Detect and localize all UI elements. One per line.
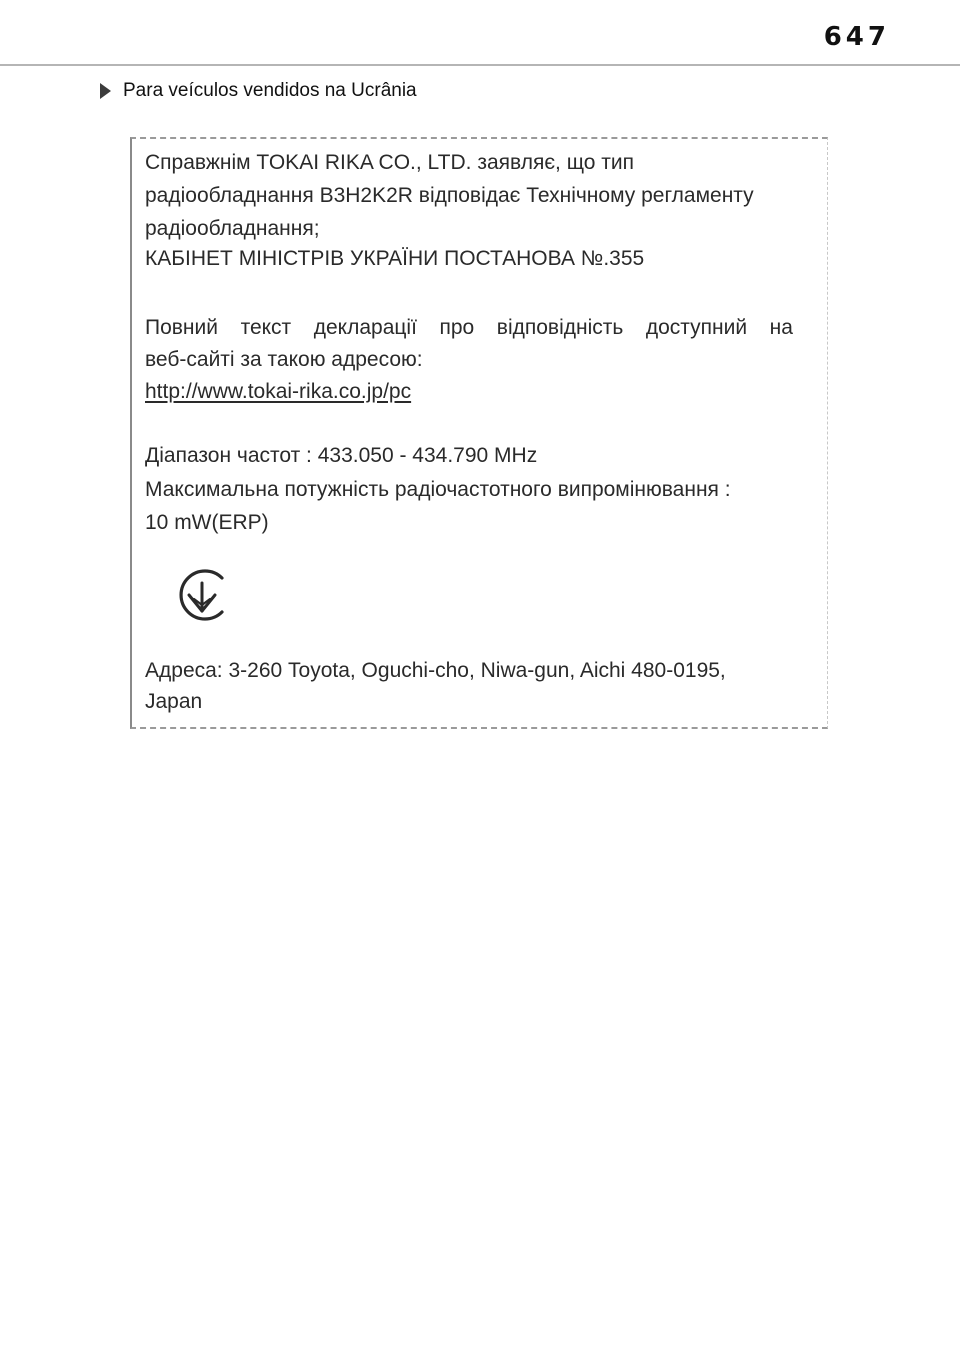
- declaration-line-2: радіообладнання B3H2K2R відповідає Технічному регламенту: [145, 184, 754, 207]
- max-power-value: 10 mW(ERP): [145, 511, 269, 534]
- declaration-line-1: Справжнім TOKAI RIKA CO., LTD. заявляє, що тип: [145, 151, 634, 174]
- full-text-word: на: [769, 316, 793, 339]
- page-number: 647: [823, 22, 890, 52]
- full-text-word: текст: [240, 316, 292, 339]
- section-heading-text: Para veículos vendidos na Ucrânia: [123, 80, 417, 101]
- declaration-url: http://www.tokai-rika.co.jp/pc: [145, 380, 412, 403]
- full-text-word: декларації: [313, 316, 417, 339]
- full-text-line-2: веб-сайті за такою адресою:: [145, 348, 423, 371]
- full-text-line-1: [145, 317, 793, 338]
- declaration-line-3: радіообладнання;: [145, 217, 320, 240]
- header-rule: [0, 64, 960, 66]
- section-heading: [100, 80, 417, 102]
- address-line-1: Адреса: 3-260 Toyota, Oguchi-cho, Niwa-gun, Aichi 480-0195,: [145, 659, 726, 682]
- frequency-range: Діапазон частот : 433.050 - 434.790 MHz: [145, 444, 538, 467]
- triangle-bullet-icon: [100, 83, 111, 99]
- declaration-line-4: КАБІНЕТ МІНІСТРІВ УКРАЇНИ ПОСТАНОВА №.355: [145, 247, 645, 270]
- full-text-word: доступний: [645, 316, 748, 339]
- full-text-word: про: [439, 316, 475, 339]
- full-text-word: Повний: [145, 316, 218, 339]
- full-text-word: відповідність: [496, 316, 624, 339]
- ukrainian-conformity-mark-icon: [172, 565, 232, 625]
- address-line-2: Japan: [145, 690, 203, 713]
- max-power-label: Максимальна потужність радіочастотного випромінювання :: [145, 478, 731, 501]
